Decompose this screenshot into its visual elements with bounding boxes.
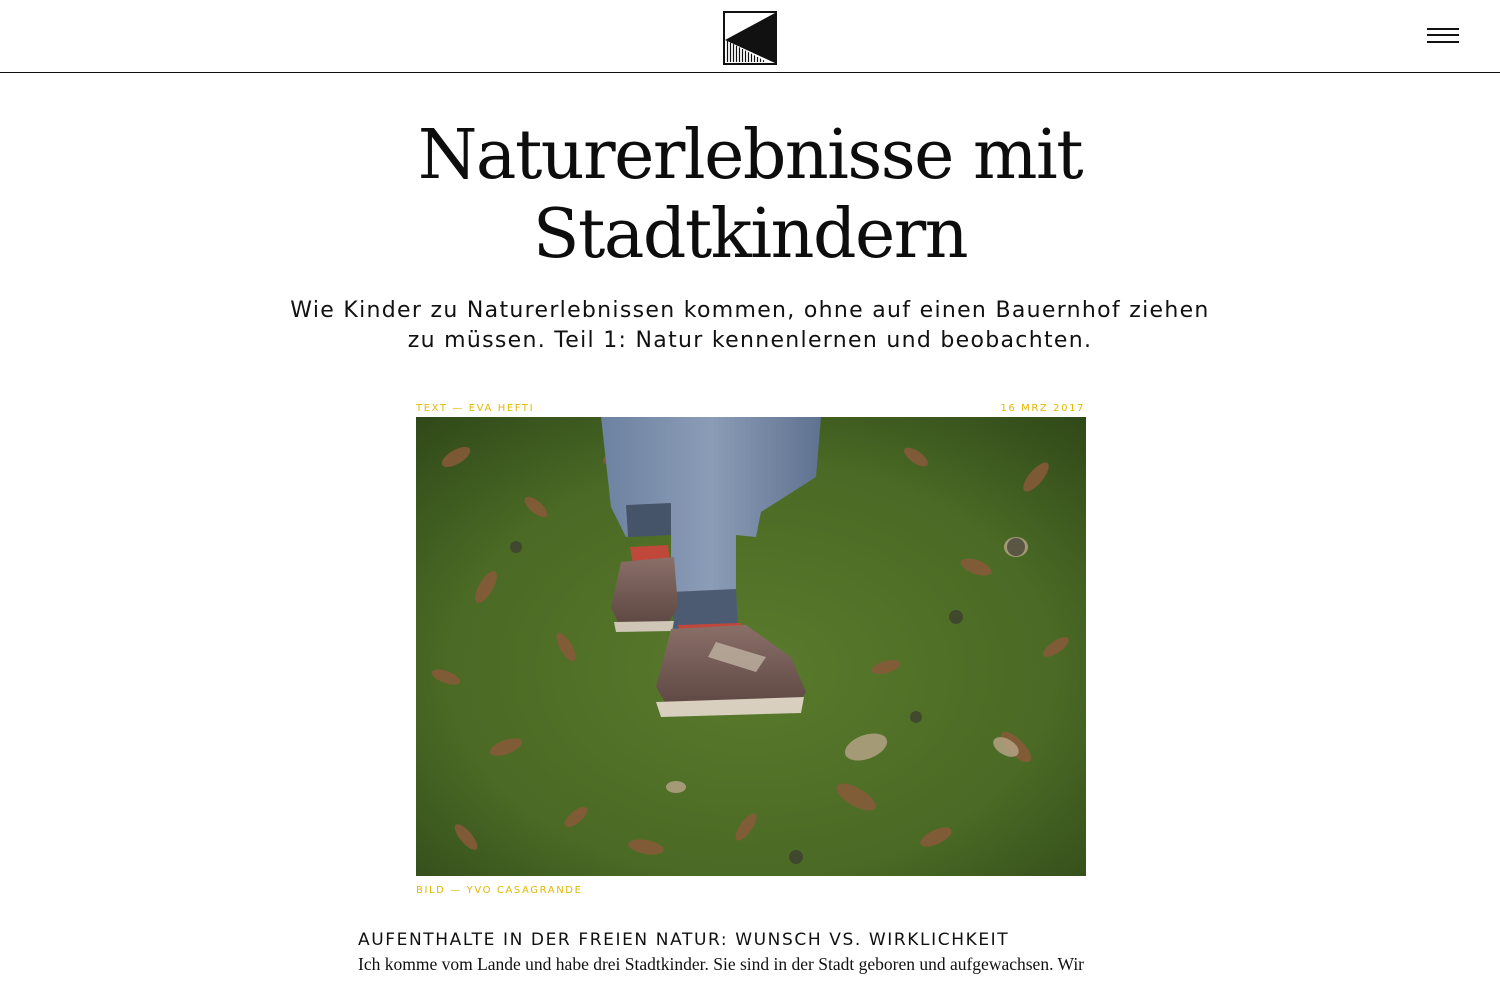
author-credit: TEXT — EVA HEFTI (416, 403, 535, 414)
hamburger-menu-icon (1427, 28, 1459, 30)
hero-photo (416, 417, 1086, 876)
title-line-2: Stadtkindern (532, 195, 968, 274)
hamburger-line (1427, 34, 1459, 36)
site-header (0, 0, 1500, 73)
article-lead (230, 296, 1270, 356)
body-paragraph: Ich komme vom Lande und habe drei Stadtkinder. Sie sind in der Stadt geboren und aufgewachsen. Wir (358, 954, 1085, 974)
title-line-1: Naturerlebnisse mit (417, 116, 1083, 195)
hamburger-line (1427, 41, 1459, 43)
lead-line-2: zu müssen. Teil 1: Natur kennenlernen und beobachten. (407, 328, 1093, 353)
site-logo-icon[interactable] (723, 11, 777, 65)
image-credit: BILD — YVO CASAGRANDE (416, 885, 583, 896)
lead-line-1: Wie Kinder zu Naturerlebnissen kommen, ohne auf einen Bauernhof ziehen (290, 298, 1210, 323)
article-title (250, 116, 1250, 274)
section-heading: AUFENTHALTE IN DER FREIEN NATUR: WUNSCH VS. WIRKLICHKEIT (358, 930, 1010, 950)
publish-date: 16 MRZ 2017 (1000, 403, 1085, 414)
menu-button[interactable] (1424, 22, 1462, 48)
